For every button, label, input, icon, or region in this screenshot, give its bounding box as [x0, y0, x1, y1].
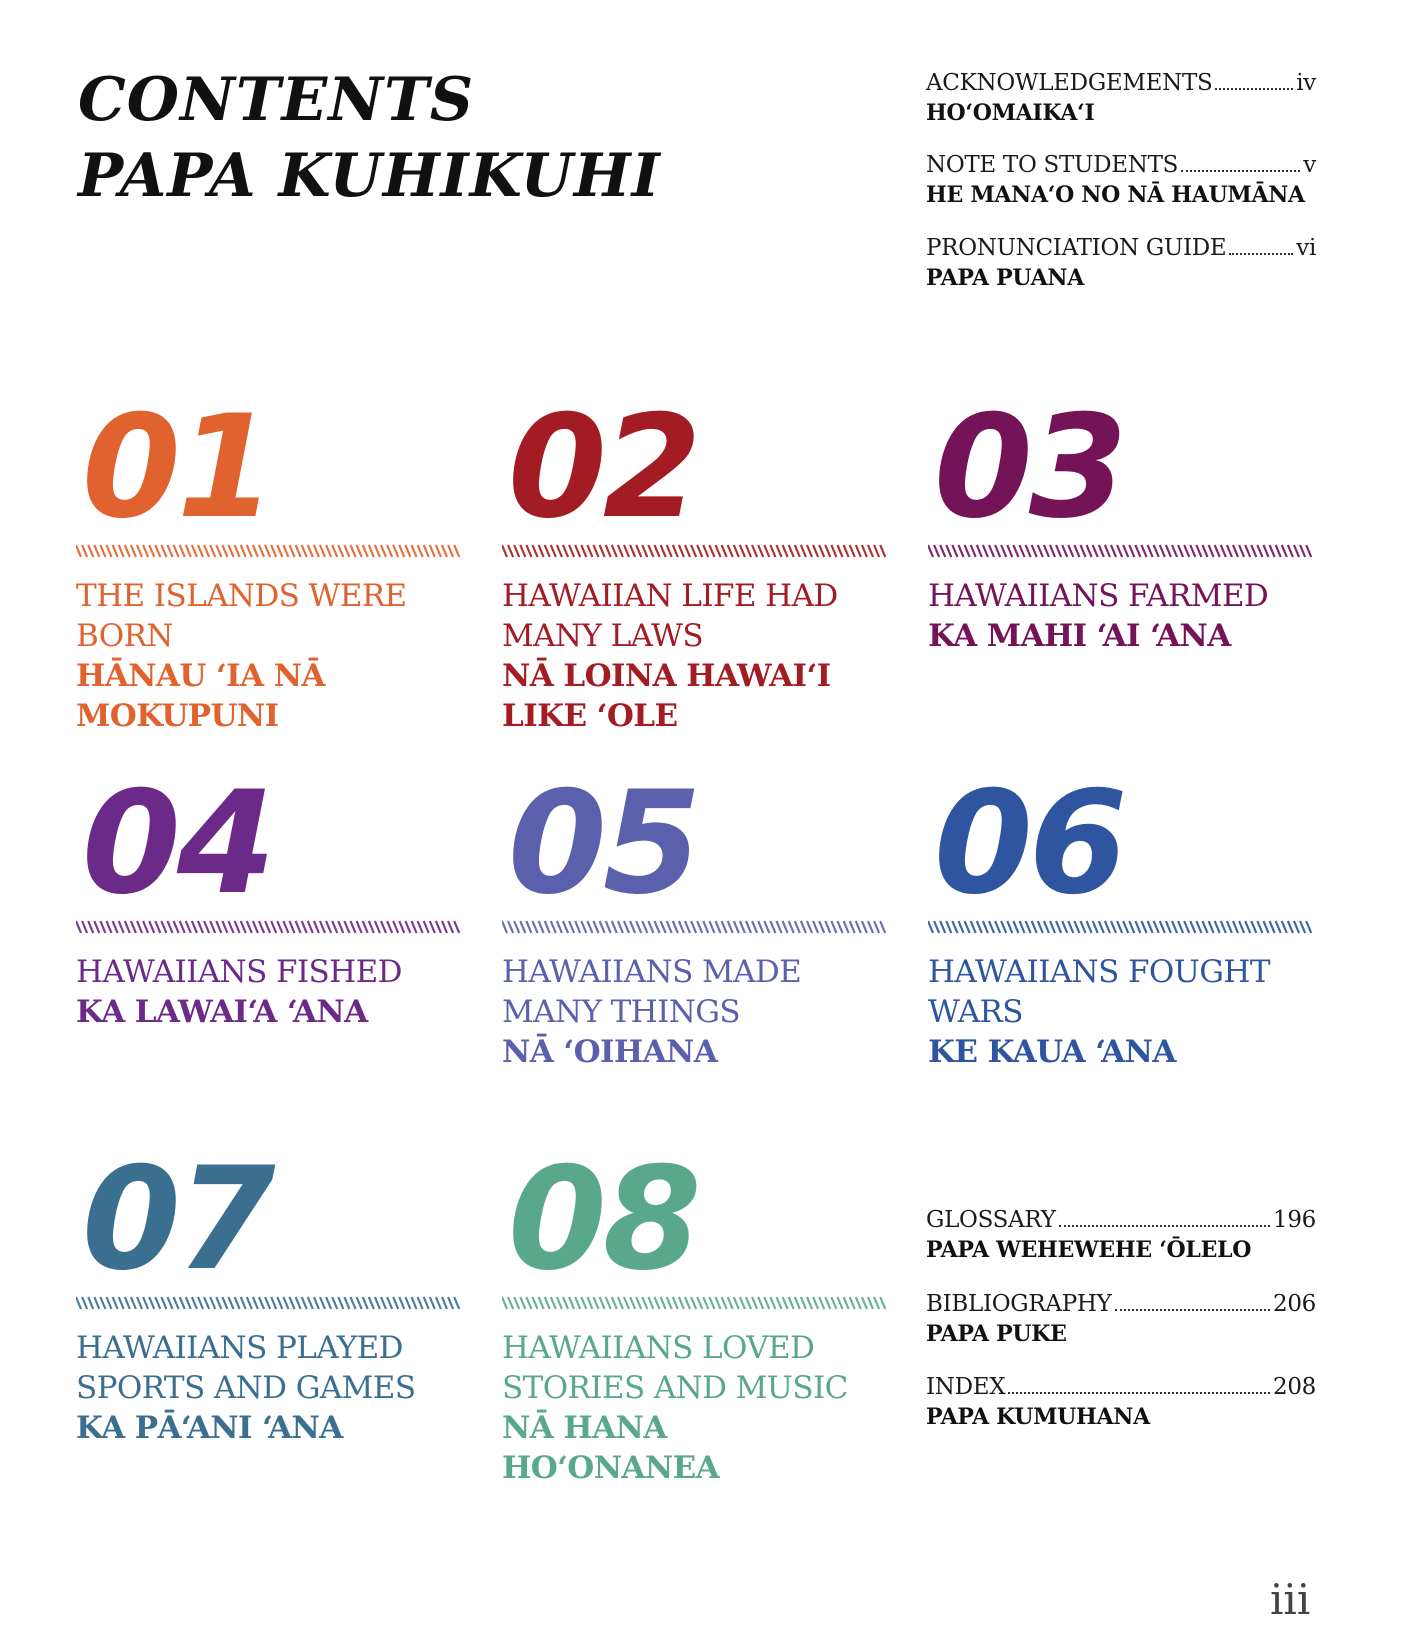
- chapter-title-hawaiian: HĀNAU ʻIA NĀ MOKUPUNI: [76, 658, 325, 734]
- chapter-title-english: HAWAIIANS PLAYED SPORTS AND GAMES: [76, 1330, 416, 1406]
- chapter-number: 02: [508, 385, 698, 550]
- chapter-title-english: HAWAIIANS FARMED: [928, 578, 1269, 614]
- front-matter-entry-note-to-students[interactable]: [926, 150, 1316, 210]
- entry-hawaiian: HE MANAʻO NO NĀ HAUMĀNA: [926, 182, 1305, 208]
- title-english: CONTENTS: [78, 65, 475, 135]
- entry-page: 196: [1273, 1207, 1316, 1233]
- chapter-04[interactable]: [76, 761, 466, 1032]
- entry-page: iv: [1296, 70, 1316, 96]
- dot-leader: [1229, 253, 1293, 255]
- chapter-number: 08: [508, 1137, 698, 1302]
- entry-title: NOTE TO STUDENTS: [926, 152, 1179, 178]
- back-matter-entry-bibliography[interactable]: [926, 1289, 1316, 1349]
- hatch-divider: [502, 1296, 890, 1310]
- entry-title: GLOSSARY: [926, 1207, 1056, 1233]
- entry-hawaiian: PAPA WEHEWEHE ʻŌLELO: [926, 1237, 1252, 1263]
- back-matter-entry-glossary[interactable]: [926, 1205, 1316, 1265]
- back-matter-entry-index[interactable]: [926, 1372, 1316, 1432]
- hatch-divider: [502, 544, 890, 558]
- chapter-title-hawaiian: NĀ ʻOIHANA: [502, 1034, 718, 1070]
- chapter-title-english: HAWAIIANS MADE MANY THINGS: [502, 954, 802, 1030]
- dot-leader: [1115, 1309, 1270, 1311]
- title-hawaiian: PAPA KUHIKUHI: [78, 141, 661, 211]
- chapter-number: 07: [82, 1137, 272, 1302]
- chapter-title-english: THE ISLANDS WERE BORN: [76, 578, 407, 654]
- front-matter-entry-pronunciation-guide[interactable]: [926, 233, 1316, 293]
- chapter-title-english: HAWAIIANS LOVED STORIES AND MUSIC: [502, 1330, 848, 1406]
- entry-title: ACKNOWLEDGEMENTS: [926, 70, 1213, 96]
- chapter-number: 05: [508, 761, 698, 926]
- chapter-05[interactable]: [502, 761, 892, 1072]
- entry-page: 208: [1273, 1374, 1316, 1400]
- entry-title: BIBLIOGRAPHY: [926, 1291, 1112, 1317]
- entry-page: v: [1303, 152, 1316, 178]
- chapter-title-hawaiian: KA MAHI ʻAI ʻANA: [928, 618, 1231, 654]
- chapter-title-hawaiian: KE KAUA ʻANA: [928, 1034, 1176, 1070]
- entry-hawaiian: PAPA KUMUHANA: [926, 1404, 1150, 1430]
- chapter-title-english: HAWAIIANS FISHED: [76, 954, 402, 990]
- chapter-title-hawaiian: NĀ LOINA HAWAIʻI LIKE ʻOLE: [502, 658, 831, 734]
- hatch-divider: [76, 544, 464, 558]
- chapter-06[interactable]: [928, 761, 1318, 1072]
- hatch-divider: [928, 920, 1316, 934]
- chapter-title-hawaiian: KA LAWAIʻA ʻANA: [76, 994, 368, 1030]
- entry-title: PRONUNCIATION GUIDE: [926, 235, 1227, 261]
- chapter-07[interactable]: [76, 1137, 466, 1448]
- dot-leader: [1181, 170, 1300, 172]
- chapter-03[interactable]: [928, 385, 1318, 656]
- page-title: [78, 62, 661, 214]
- entry-page: 206: [1273, 1291, 1316, 1317]
- entry-hawaiian: PAPA PUKE: [926, 1321, 1067, 1347]
- dot-leader: [1059, 1225, 1270, 1227]
- hatch-divider: [928, 544, 1316, 558]
- dot-leader: [1008, 1392, 1270, 1394]
- page-number: iii: [1270, 1575, 1311, 1624]
- entry-hawaiian: HOʻOMAIKAʻI: [926, 100, 1095, 126]
- hatch-divider: [76, 1296, 464, 1310]
- chapter-number: 06: [934, 761, 1124, 926]
- entry-title: INDEX: [926, 1374, 1006, 1400]
- chapter-number: 03: [934, 385, 1124, 550]
- hatch-divider: [502, 920, 890, 934]
- chapter-02[interactable]: [502, 385, 892, 736]
- chapter-title-english: HAWAIIAN LIFE HAD MANY LAWS: [502, 578, 838, 654]
- hatch-divider: [76, 920, 464, 934]
- chapter-title-english: HAWAIIANS FOUGHT WARS: [928, 954, 1270, 1030]
- entry-page: vi: [1296, 235, 1316, 261]
- chapter-title-hawaiian: KA PĀʻANI ʻANA: [76, 1410, 343, 1446]
- entry-hawaiian: PAPA PUANA: [926, 265, 1084, 291]
- dot-leader: [1215, 88, 1293, 90]
- chapter-number: 01: [82, 385, 272, 550]
- chapter-number: 04: [82, 761, 272, 926]
- chapter-title-hawaiian: NĀ HANA HOʻONANEA: [502, 1410, 720, 1486]
- chapter-08[interactable]: [502, 1137, 892, 1488]
- chapter-01[interactable]: [76, 385, 466, 736]
- front-matter-entry-acknowledgements[interactable]: [926, 68, 1316, 128]
